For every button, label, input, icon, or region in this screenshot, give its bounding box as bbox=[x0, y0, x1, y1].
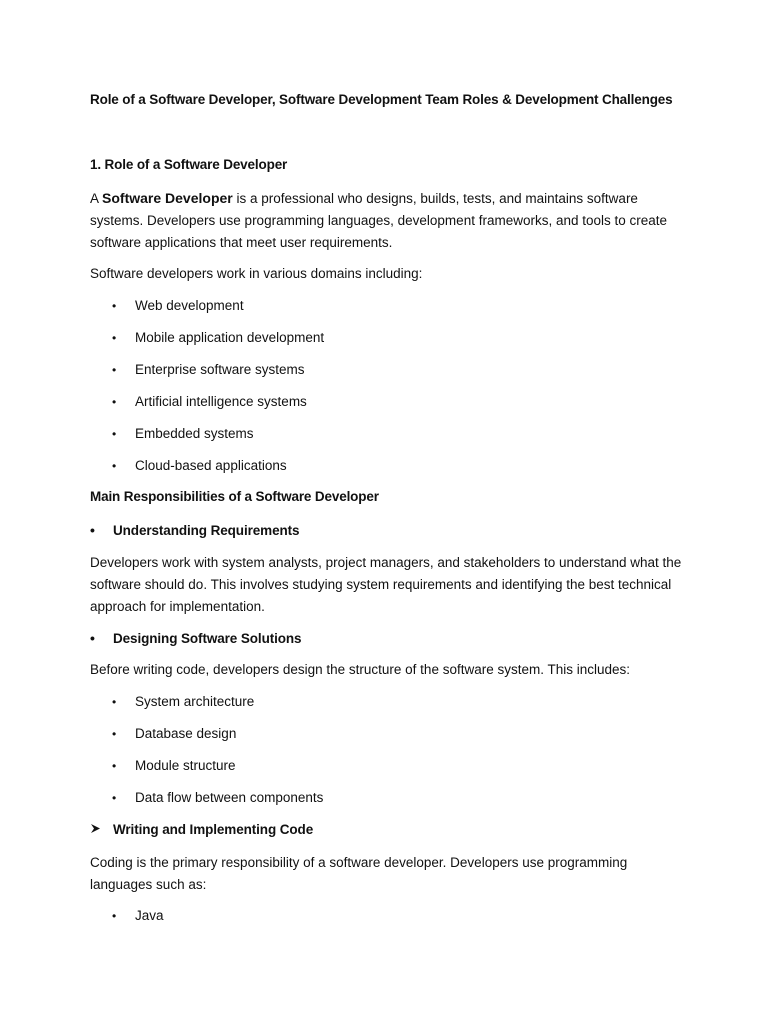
intro-rest: is a professional who designs, builds, tests, and maintains software systems. Developers use programming languages, development frameworks, and tools to create software applications that meet user requirements. bbox=[90, 191, 668, 250]
understanding-heading bbox=[90, 520, 299, 541]
list-item-label: Module structure bbox=[135, 758, 236, 773]
list-item-label: Database design bbox=[135, 726, 237, 741]
writing-paragraph: Coding is the primary responsibility of a software developer. Developers use programming languages such as: bbox=[90, 855, 628, 892]
bullet-icon: • bbox=[112, 727, 117, 741]
bullet-icon: • bbox=[90, 630, 95, 646]
bullet-icon: • bbox=[112, 395, 117, 409]
list-item-label: Data flow between components bbox=[135, 790, 324, 805]
domains-intro: Software developers work in various domains including: bbox=[90, 266, 423, 281]
bullet-icon: • bbox=[112, 909, 117, 923]
intro-paragraph bbox=[90, 187, 690, 254]
list-item-label: Java bbox=[135, 908, 164, 923]
list-item bbox=[112, 692, 254, 712]
list-item-label: Cloud-based applications bbox=[135, 458, 287, 473]
designing-heading bbox=[90, 628, 301, 649]
bullet-icon: • bbox=[112, 759, 117, 773]
list-item bbox=[112, 906, 164, 926]
bullet-icon: • bbox=[112, 459, 117, 473]
writing-heading bbox=[90, 820, 313, 840]
list-item bbox=[112, 724, 236, 744]
list-item bbox=[112, 424, 254, 444]
document-title: Role of a Software Developer, Software Development Team Roles & Development Challenges bbox=[90, 92, 673, 107]
section-heading-role: 1. Role of a Software Developer bbox=[90, 157, 288, 172]
bullet-icon: • bbox=[112, 427, 117, 441]
list-item-label: Enterprise software systems bbox=[135, 362, 305, 377]
list-item bbox=[112, 456, 287, 476]
list-item bbox=[112, 788, 323, 808]
intro-prefix: A bbox=[90, 191, 103, 206]
designing-paragraph: Before writing code, developers design the structure of the software system. This includes: bbox=[90, 662, 631, 677]
list-item bbox=[112, 360, 305, 380]
responsibilities-heading: Main Responsibilities of a Software Developer bbox=[90, 489, 379, 504]
understanding-heading-label: Understanding Requirements bbox=[113, 523, 300, 538]
bullet-icon: • bbox=[112, 331, 117, 345]
intro-bold-term: Software Developer bbox=[102, 190, 233, 206]
writing-heading-label: Writing and Implementing Code bbox=[113, 822, 314, 837]
list-item bbox=[112, 296, 244, 316]
arrowhead-bullet-icon bbox=[90, 820, 113, 840]
bullet-icon: • bbox=[90, 522, 95, 538]
list-item-label: Mobile application development bbox=[135, 330, 325, 345]
bullet-icon: • bbox=[112, 363, 117, 377]
list-item-label: Web development bbox=[135, 298, 244, 313]
list-item bbox=[112, 756, 236, 776]
bullet-icon: • bbox=[112, 299, 117, 313]
bullet-icon: • bbox=[112, 695, 117, 709]
list-item-label: System architecture bbox=[135, 694, 255, 709]
list-item-label: Embedded systems bbox=[135, 426, 254, 441]
list-item-label: Artificial intelligence systems bbox=[135, 394, 307, 409]
bullet-icon: • bbox=[112, 791, 117, 805]
list-item bbox=[112, 328, 324, 348]
designing-heading-label: Designing Software Solutions bbox=[113, 631, 302, 646]
understanding-paragraph: Developers work with system analysts, project managers, and stakeholders to understand what the software should do. This involves studying system requirements and identifying the best technical approach for implementation. bbox=[90, 555, 682, 614]
list-item bbox=[112, 392, 307, 412]
